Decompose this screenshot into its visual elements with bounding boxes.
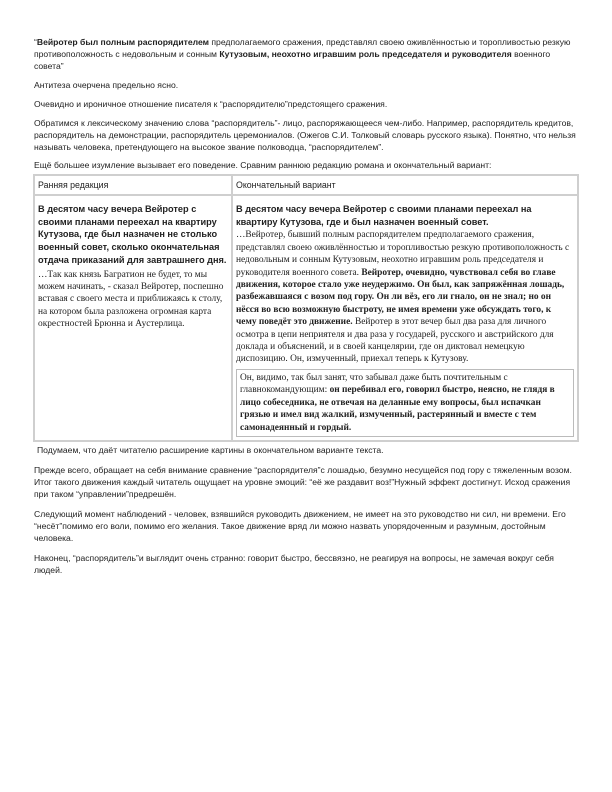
paragraph-compare: Ещё большее изумление вызывает его поведение. Сравним раннюю редакцию романа и окончательный вариант: [34,160,492,170]
intro-bold-2: Кутузовым, неохотно игравшим роль председателя и руководителя [219,49,512,59]
cell-final-version [233,196,577,440]
early-bold-text: В десятом часу вечера Вейротер с своими планами переехал на квартиру Кутузова, где был назначен не столько военный совет, сколько окончательная отдача приказаний для завтрашнего дня. [38,204,227,265]
header-final-version: Окончательный вариант [233,176,577,194]
final-serif-part-c: Вейротер в этот вечер был два раза для личного осмотра в цепи неприятеля и два раза у государей, русского и австрийского для доклада и объяснений, и в своей канцелярии, где он диктовал немецкую диспозицию. Он, измученный, приехал теперь к Кутузову. [236,317,554,365]
paragraph-antithesis: Антитеза очерчена предельно ясно. [34,80,179,90]
paragraph-conclusion: Наконец, “распорядитель”и выглядит очень странно: говорит быстро, бессвязно, не реагируя на вопросы, не замечая вокруг себя людей. [34,552,554,575]
quote-mark: “ [34,37,37,47]
paragraph-horse: Прежде всего, обращает на себя внимание сравнение “распорядителя”с лошадью, безумно несущейся под гору с тяжеленным возом. Итог такого движения каждый читатель ощущает на уровне эмоций: “её же раздавит воз!”Нужный эффект достигнут. Исход сражения при таком “управлении”предрешён. [34,464,572,499]
intro-tail: военного совета” [34,49,551,71]
cell-early-edition [35,196,231,440]
intro-paragraph [34,36,578,72]
intro-text: предполагаемого сражения, представлял своею оживлённостью и торопливостью резкую противоположность с недовольным и сонным [34,37,571,59]
final-serif-text [236,229,574,365]
final-boxed-part-e: он перебивал его, говорил быстро, неясно, не глядя в лицо собеседника, не отвечая на деланные ему вопросы, был испачкан грязью и имел вид жалкий, измученный, растерянный и вместе с тем самонадеянный и гордый. [240,385,555,433]
final-serif-part-b: Вейротер, очевидно, чувствовал себя во главе движения, которое стало уже неудержимо. Он был, как запряжённая лошадь, разбежавшаяся с возом под гору. Он ли вёз, его ли гнало, он не знал; но он нёсся во всю возможную быстроту, не имея времени уже обсуждать того, к чему поведёт это движение. [236,267,565,328]
intro-bold-1: Вейротер был полным распорядителем [36,37,210,47]
paragraph-observation: Следующий момент наблюдений - человек, взявшийся руководить движением, не имеет на это руководство ни сил, ни времени. Его “несёт”помимо его воли, помимо его желания. Такое движение вряд ли можно назвать упорядоченным и разумным, достойным человека. [34,508,566,543]
final-boxed-text [236,369,574,437]
final-serif-part-a: …Вейротер, бывший полным распорядителем предполагаемого сражения, представлял своею оживлённостью и торопливостью резкую противоположность с недовольным и сонным Кутузовым, неохотно игравшим роль председателя и руководителя военного совета. [236,230,570,278]
early-serif-text: …Так как князь Багратион не будет, то мы можем начинать, - сказал Вейротер, поспешно вставая с своего места и приближаясь к столу, на котором была разложена огромная карта окрестностей Брюнна и Аустерлица. [38,269,224,330]
paragraph-think: Подумаем, что даёт читателю расширение картины в окончательном варианте текста. [37,444,384,455]
document-page [34,36,578,576]
header-early-edition: Ранняя редакция [35,176,231,194]
final-bold-text: В десятом часу вечера Вейротер с своими планами переехал на квартиру Кутузова, где и был назначен военный совет. [236,204,532,227]
comparison-table [33,174,579,442]
paragraph-irony: Очевидно и ироничное отношение писателя к “распорядителю”предстоящего сражения. [34,99,388,109]
paragraph-lexical: Обратимся к лексическому значению слова “распорядитель”- лицо, распоряжающееся чем-либо. Например, распорядитель кредитов, распорядитель на демонстрации, распорядитель церемониалов. (Ожегов С.И. Толковый словарь русского языка). Понятно, что нельзя называть человека, претендующего на высокое звание полководца, “распорядителем”. [34,118,576,152]
final-boxed-part-d: Он, видимо, так был занят, что забывал даже быть почтительным с главнокомандующим: [240,372,508,396]
